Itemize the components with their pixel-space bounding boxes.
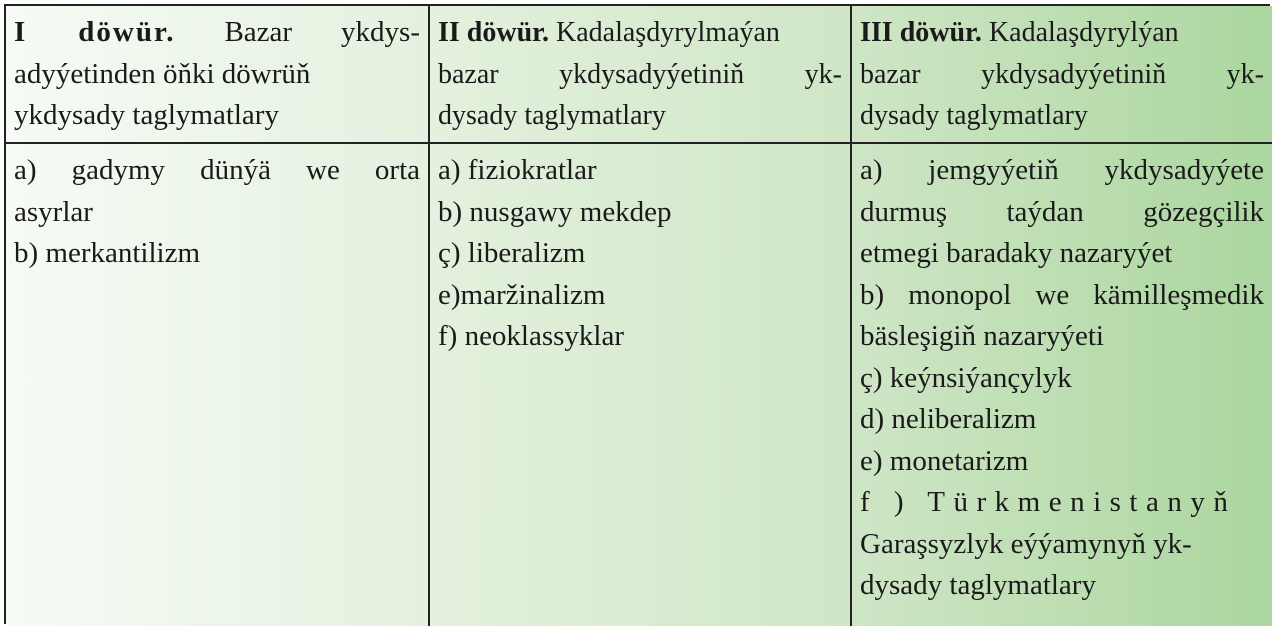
list-item: etmegi baradaky nazaryýet [860,237,1173,269]
period-2-title-rest: Kadalaşdyrylmaýan [549,17,780,48]
period-3-label: III döwür. [860,17,982,48]
list-item: ç) keýnsiýançylyk [860,361,1072,394]
period-2-title-line: dysady taglymatlary [438,100,666,131]
list-item: b) monopol we kämilleşmedik [860,278,1264,311]
list-item: dysady taglymatlary [860,569,1096,601]
body-period-3 [852,144,1272,626]
period-3-title-line: bazar ykdysadyýetiniň yk- [860,58,1264,90]
header-period-2 [430,6,852,144]
body-period-2 [430,144,852,626]
list-item: d) neliberalizm [860,403,1037,435]
list-item: a) jemgyýetiň ykdysadyýete [860,154,1264,186]
header-period-3 [852,6,1272,144]
list-item: a) gadymy dünýä we orta [14,154,420,186]
list-item: e)maržinalizm [438,278,606,311]
body-period-1 [6,144,430,626]
header-period-1 [6,6,430,144]
list-item: f ) Türkmenistanyň [860,486,1237,518]
period-3-title-line: dysady taglymatlary [860,100,1088,131]
period-3-title-rest: Kadalaşdyrylýan [981,17,1179,48]
period-1-title-line: adyýetinden öňki döwrüň [14,57,311,90]
list-item: a) fiziokratlar [438,154,597,186]
period-2-label: II döwür. [438,17,550,48]
period-1-label: I döwür. [14,16,176,48]
list-item: f) neoklassyklar [438,320,625,352]
period-1-title-line: ykdysady taglymatlary [14,99,279,131]
list-item: durmuş taýdan gözegçilik [860,195,1264,228]
period-1-title-rest: Bazar ykdys- [175,16,421,48]
list-item: Garaşsyzlyk eýýamynyň yk- [860,527,1192,560]
list-item: b) nusgawy mekdep [438,195,672,228]
header-period-2-line1 [438,12,842,54]
list-item: e) monetarizm [860,444,1029,477]
header-period-1-line1 [14,12,420,54]
list-item: bäsleşigiň nazaryýeti [860,320,1104,352]
list-item: ç) liberalizm [438,237,586,269]
header-period-3-line1 [860,12,1264,54]
list-item: b) merkantilizm [14,237,201,269]
period-2-title-line: bazar ykdysadyýetiniň yk- [438,58,842,90]
economic-doctrines-table [4,4,1270,624]
list-item: asyrlar [14,195,93,228]
